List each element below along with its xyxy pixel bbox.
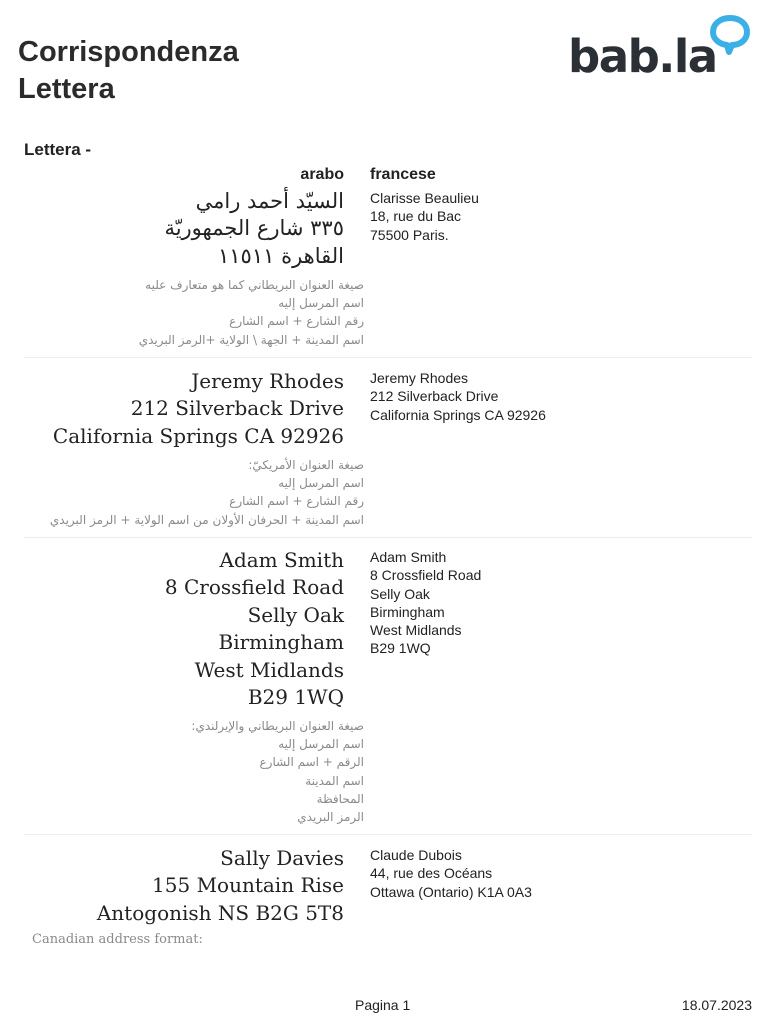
source-line: 212 Silverback Drive: [130, 396, 344, 421]
source-line: ٣٣٥ شارع الجمهوريّة: [164, 216, 344, 241]
target-line: West Midlands: [370, 622, 462, 639]
row-divider: [24, 357, 752, 358]
source-line: Adam Smith: [219, 548, 344, 572]
page-number: Pagina 1: [355, 997, 411, 1013]
source-line: California Springs CA 92926: [52, 423, 344, 448]
target-line: Birmingham: [370, 603, 445, 620]
document-date: 18.07.2023: [681, 997, 752, 1013]
source-line: B29 1WQ: [247, 685, 344, 710]
note-line: اسم المرسل إليه: [278, 737, 364, 752]
note-line: رقم الشارع + اسم الشارع: [229, 314, 364, 329]
note-line: رقم الشارع + اسم الشارع: [229, 494, 364, 509]
source-line: Sally Davies: [220, 846, 344, 870]
source-line: 8 Crossfield Road: [164, 575, 344, 600]
speech-bubble-icon: [707, 14, 753, 64]
logo-wordmark: bab.la: [568, 30, 717, 83]
format-note-4: [32, 931, 362, 949]
note-line: صيغة العنوان البريطاني والإيرلندي:: [191, 719, 364, 733]
source-address-4: [97, 845, 344, 927]
source-line: 155 Mountain Rise: [152, 873, 344, 898]
target-line: 18, rue du Bac: [370, 208, 462, 225]
source-line: Jeremy Rhodes: [191, 369, 344, 393]
note-line: الرقم + اسم الشارع: [259, 755, 364, 770]
target-address-3: [370, 548, 481, 658]
target-address-2: [370, 369, 546, 424]
source-line: Birmingham: [218, 630, 344, 655]
target-line: Claude Dubois: [370, 847, 462, 863]
note-line: Canadian address format:: [32, 932, 203, 947]
target-line: Ottawa (Ontario) K1A 0A3: [370, 883, 532, 900]
source-address-2: [53, 368, 344, 450]
section-title: Lettera -: [24, 140, 92, 159]
target-line: California Springs CA 92926: [370, 406, 546, 423]
column-header-source: arabo: [300, 166, 344, 183]
note-line: الرمز البريدي: [297, 810, 364, 825]
note-line: اسم المرسل إليه: [278, 476, 364, 491]
target-line: B29 1WQ: [370, 640, 431, 657]
column-header-target: francese: [370, 166, 436, 183]
source-line: القاهرة ١١٥١١: [218, 243, 344, 268]
note-line: المحافظة: [316, 791, 364, 806]
target-address-1: [370, 189, 479, 244]
target-line: Selly Oak: [370, 585, 430, 602]
target-line: 44, rue des Océans: [370, 865, 493, 882]
target-address-4: [370, 846, 532, 901]
note-line: اسم المرسل إليه: [278, 296, 364, 311]
page-title: [18, 34, 239, 108]
target-line: 212 Silverback Drive: [370, 388, 499, 405]
target-line: Clarisse Beaulieu: [370, 190, 479, 206]
note-line: اسم المدينة + الحرفان الأولان من اسم الولاية + الرمز البريدي: [49, 512, 364, 527]
format-note-1: [24, 276, 364, 349]
source-address-3: [165, 547, 344, 711]
target-line: 8 Crossfield Road: [370, 567, 482, 584]
note-line: اسم المدينة: [305, 773, 364, 788]
note-line: اسم المدينة + الجهة \ الولاية +الرمز البريدي: [138, 332, 364, 347]
source-line: Selly Oak: [247, 602, 344, 627]
title-line-1: Corrispondenza: [18, 36, 239, 68]
row-divider: [24, 834, 752, 835]
target-line: 75500 Paris.: [370, 226, 449, 243]
row-divider: [24, 537, 752, 538]
format-note-3: [24, 717, 364, 826]
format-note-2: [24, 456, 364, 529]
source-line: السيّد أحمد رامي: [195, 189, 344, 213]
target-line: Adam Smith: [370, 549, 447, 565]
source-line: West Midlands: [194, 657, 344, 682]
source-address-1: [164, 188, 344, 270]
note-line: صيغة العنوان البريطاني كما هو متعارف عليه: [145, 278, 364, 292]
babla-logo: [568, 14, 758, 84]
target-line: Jeremy Rhodes: [370, 370, 469, 386]
note-line: صيغة العنوان الأمريكيّ:: [248, 458, 364, 472]
title-line-2: Lettera: [18, 73, 115, 105]
source-line: Antogonish NS B2G 5T8: [96, 900, 344, 925]
